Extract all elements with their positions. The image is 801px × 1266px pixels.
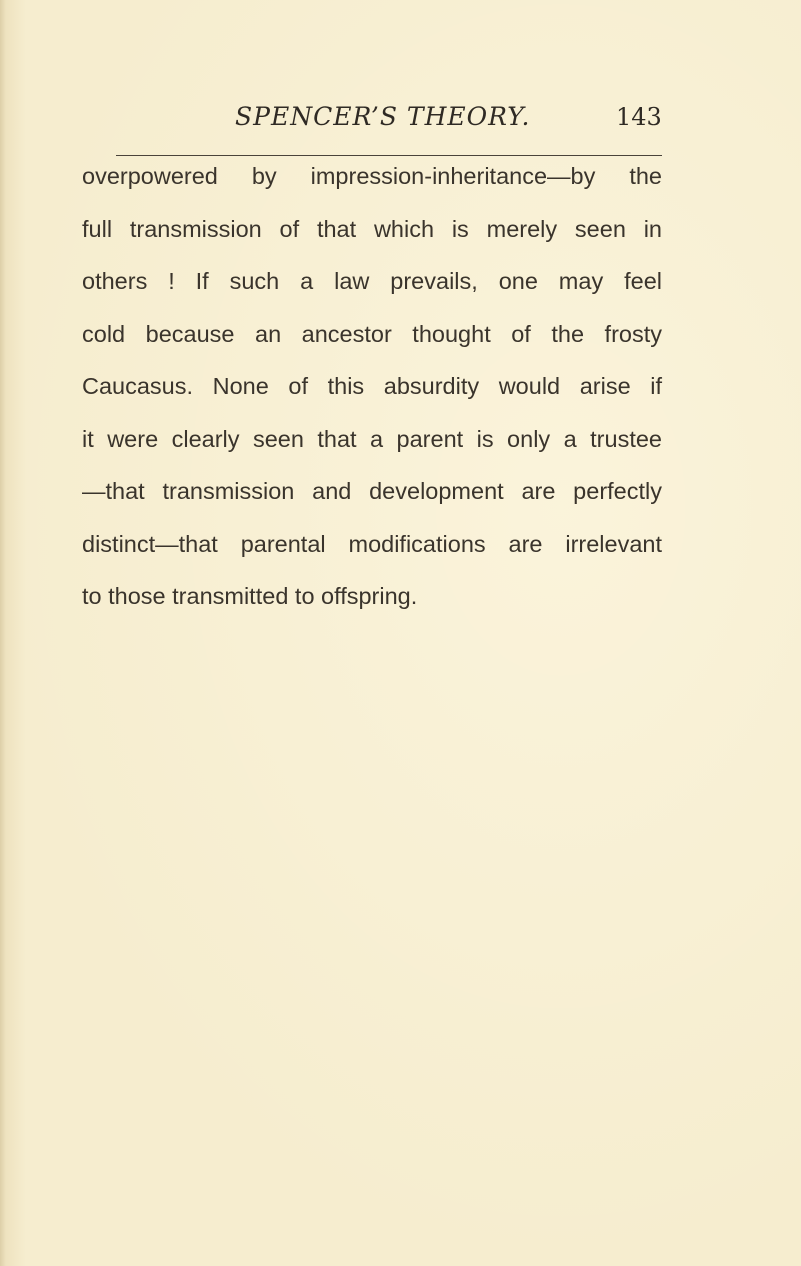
text-line: Caucasus. None of this absurdity would arise if <box>82 373 662 399</box>
text-line: —that transmission and development are perfectly <box>82 478 662 504</box>
text-line: cold because an ancestor thought of the frosty <box>82 320 662 347</box>
running-head: SPENCER’S THEORY. <box>235 102 531 131</box>
page-number: 143 <box>616 103 662 131</box>
text-line: it were clearly seen that a parent is only a trustee <box>82 425 662 452</box>
text-line: others ! If such a law prevails, one may feel <box>82 268 662 294</box>
body-paragraph <box>82 150 662 623</box>
text-line: overpowered by impression-inheritance—by the <box>82 163 662 189</box>
text-line: full transmission of that which is merely seen in <box>82 215 662 242</box>
text-line: to those transmitted to offspring. <box>82 583 418 609</box>
text-line: distinct—that parental modifications are irrelevant <box>82 530 662 557</box>
